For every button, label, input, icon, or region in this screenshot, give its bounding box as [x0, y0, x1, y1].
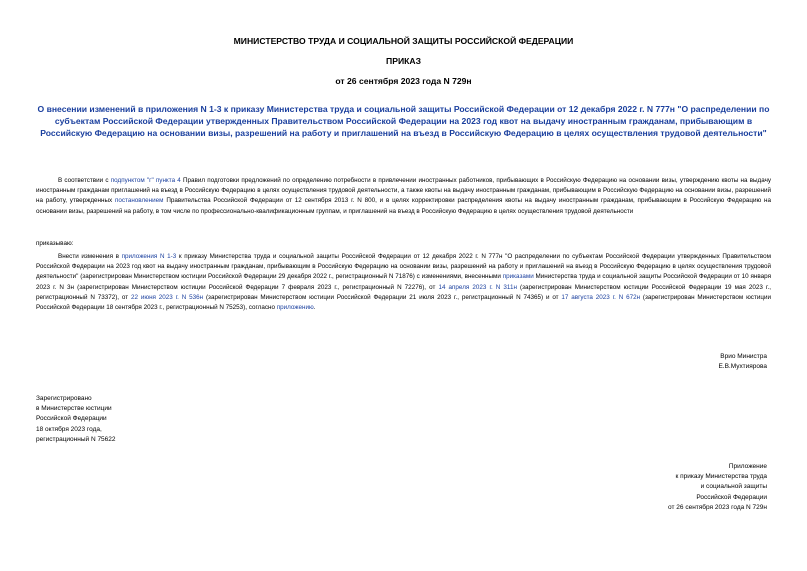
registration-line-5: регистрационный N 75622: [36, 435, 116, 443]
order-paragraph: [36, 252, 771, 313]
order-link-appendix[interactable]: приложению: [276, 304, 314, 312]
order-text-7: .: [313, 304, 316, 312]
preamble-text-2: Правил подготовки предложений по определению потребности в привлечении иностранных работников, прибывающих в Российскую Федерацию на основании визы, утверждению квоты на выдачу иностранным гражданам приглашений на въезд в Российскую Федерацию в целях осуществления трудовой деятельности, а также квоты на выдачу иностранным гражданам, прибывающим в Российскую Федерацию на основании визы, разрешений на работу, утвержденных: [36, 177, 771, 205]
order-text-3: Министерства труда и социальной защиты Российской Федерации от 10 января 2023 г. N 3н (зарегистрирован Министерством юстиции Российской Федерации 7 февраля 2023 г., регистрационный N 72276), от: [36, 273, 771, 291]
order-text-6: (зарегистрирован Министерством юстиции Российской Федерации 18 сентября 2023 г., регистрационный N 75253), согласно: [36, 293, 771, 312]
order-text-5: (зарегистрирован Министерством юстиции Российской Федерации 21 июля 2023 г., регистрационный N 74365) и от: [203, 293, 562, 301]
registration-line-4: 18 октября 2023 года,: [36, 425, 102, 433]
order-link-orders[interactable]: приказами: [502, 273, 534, 281]
preamble-text-3: Правительства Российской Федерации от 12 сентября 2013 г. N 800, и в целях корректировки распределения квоты на выдачу иностранным гражданам, прибывающим в Российскую Федерацию на основании визы, разрешений на работу, в том числе по профессионально-квалификационным группам, и приглашений на въезд в Российскую Федерацию в целях осуществления трудовой деятельности: [36, 197, 771, 215]
registration-block: [36, 394, 116, 445]
orders-word: приказываю:: [36, 240, 74, 247]
signature-position: Врио Министра: [720, 353, 767, 360]
order-text-1: Внести изменения в: [58, 253, 122, 260]
order-link-appendices[interactable]: приложения N 1-3: [121, 253, 177, 260]
appendix-line-1: Приложение: [728, 463, 767, 470]
order-heading: ПРИКАЗ: [386, 56, 421, 66]
order-text-2: к приказу Министерства труда и социальной защиты Российской Федерации от 12 декабря 2022 г. N 777н "О распределении по субъектам Российской Федерации утвержденных Правительством Российской Федерации на 2023 год квот на выдачу иностранным гражданам, прибывающим в Российскую Федерацию на основании визы, разрешений на работу и приглашений на въезд в Российскую Федерацию в целях осуществления трудовой деятельности" (зарегистрирован Министерством юстиции Российской Федерации 29 декабря 2022 г., регистрационный N 71876) с изменениями, внесенными: [36, 253, 772, 281]
registration-line-3: Российской Федерации: [36, 415, 107, 423]
order-text-4: (зарегистрирован Министерством юстиции Российской Федерации 19 мая 2023 г., регистрационный N 73372), от: [36, 283, 771, 301]
appendix-line-4: Российской Федерации: [696, 493, 767, 501]
appendix-block: [668, 462, 767, 513]
order-link-august[interactable]: 17 августа 2023 г. N 672н: [561, 293, 641, 301]
signature-name: Е.В.Мухтиярова: [718, 363, 767, 370]
ministry-heading: МИНИСТЕРСТВО ТРУДА И СОЦИАЛЬНОЙ ЗАЩИТЫ РОССИЙСКОЙ ФЕДЕРАЦИИ: [233, 36, 574, 46]
signature-block: [718, 352, 767, 372]
appendix-line-2: к приказу Министерства труда: [675, 473, 767, 481]
order-link-june[interactable]: 22 июня 2023 г. N 536н: [130, 293, 204, 301]
appendix-line-3: и социальной защиты: [700, 483, 767, 491]
preamble-paragraph: [36, 176, 771, 217]
document-title: О внесении изменений в приложения N 1-3 к приказу Министерства труда и социальной защиты Российской Федерации от 12 декабря 2022 г. N 777н "О распределении по субъектам Российской Федерации утвержденных Правительством Российской Федерации на 2023 год квот на выдачу иностранным гражданам, прибывающим в Российскую Федерацию на основании визы, разрешений на работу и приглашений на въезд в Российскую Федерацию в целях осуществления трудовой деятельности": [37, 104, 770, 138]
order-date: от 26 сентября 2023 года N 729н: [335, 76, 472, 86]
order-link-april[interactable]: 14 апреля 2023 г. N 311н: [438, 283, 517, 291]
registration-line-1: Зарегистрировано: [36, 395, 92, 402]
appendix-line-5: от 26 сентября 2023 года N 729н: [668, 503, 767, 511]
registration-line-2: в Министерстве юстиции: [36, 405, 112, 413]
preamble-text-1: В соответствии с: [58, 177, 111, 184]
preamble-link-resolution[interactable]: постановлением: [114, 197, 164, 205]
preamble-link-subparagraph[interactable]: подпунктом "г" пункта 4: [110, 177, 181, 184]
